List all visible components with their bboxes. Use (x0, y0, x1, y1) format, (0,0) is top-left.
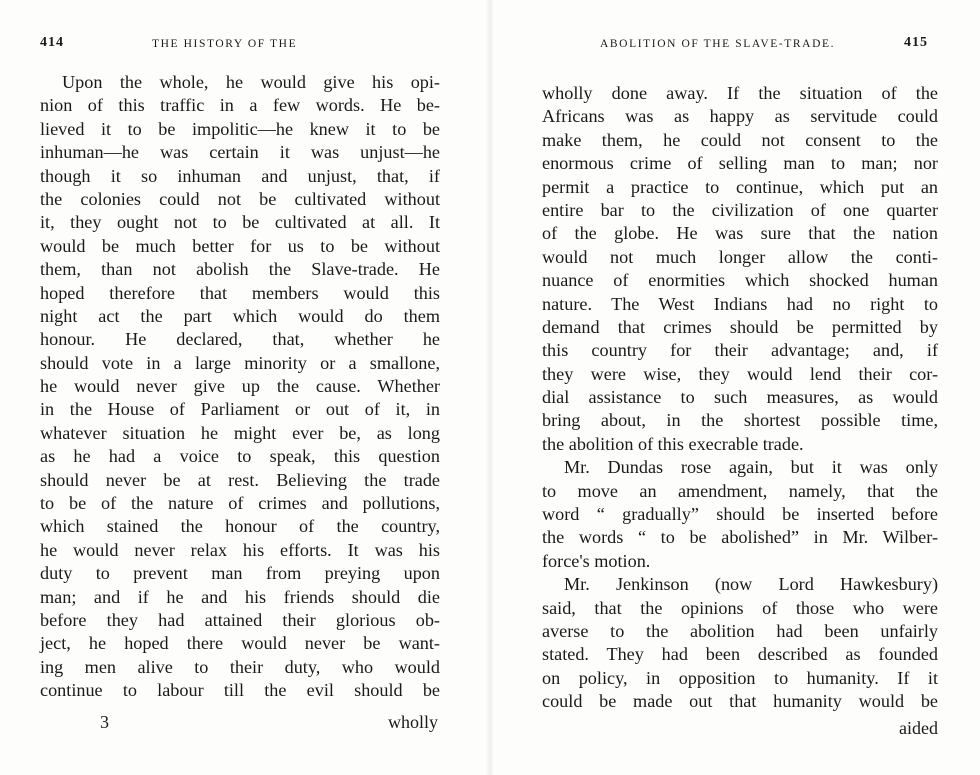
text-line: Upon the whole, he would give his opi- (62, 72, 440, 92)
text-line: force's motion. (542, 550, 651, 571)
text-line: Africans was as happy as servitude could (542, 106, 938, 127)
text-line: Mr. Dundas rose again, but it was only (564, 457, 938, 478)
text-line: which stained the honour of the country, (40, 516, 440, 537)
text-line: would be much better for us to be without (40, 235, 440, 256)
text-line: word “ gradually” should be inserted before (542, 504, 938, 525)
right-page-text (542, 82, 938, 714)
text-line: as he had a voice to speak, this question (40, 446, 440, 467)
text-line: ject, he hoped there would never be want- (40, 633, 440, 654)
running-head-left: THE HISTORY OF THE (152, 38, 298, 50)
text-line: they were wise, they would lend their cor- (542, 363, 938, 384)
catchword-left: wholly (387, 712, 438, 732)
signature-mark: 3 (100, 712, 109, 732)
text-line: to move an amendment, namely, that the (542, 480, 938, 501)
text-line: before they had attained their glorious ob- (40, 609, 440, 630)
running-head-right: ABOLITION OF THE SLAVE-TRADE. (600, 38, 836, 50)
text-line: on policy, in opposition to humanity. If it (542, 667, 938, 688)
text-line: whatever situation he might ever be, as long (40, 422, 440, 443)
left-page-text (40, 71, 440, 703)
text-line: to be of the nature of crimes and pollutions, (40, 493, 440, 514)
text-line: nature. The West Indians had no right to (542, 293, 938, 314)
text-line: hoped therefore that members would this (40, 282, 440, 303)
catchword-right: aided (899, 718, 938, 738)
text-line: nuance of enormities which shocked human (542, 270, 938, 291)
text-line: nion of this traffic in a few words. He be- (40, 95, 440, 116)
text-line: the abolition of this execrable trade. (542, 433, 804, 454)
text-line: could be made out that humanity would be (542, 691, 938, 712)
text-line: duty to prevent man from preying upon (40, 563, 440, 584)
text-line: averse to the abolition had been unfairly (542, 620, 938, 641)
text-line: he would never relax his efforts. It was his (40, 539, 440, 560)
text-line: dial assistance to such measures, as would (542, 387, 938, 408)
text-line: entire bar to the civilization of one quarter (542, 199, 938, 220)
text-line: the colonies could not be cultivated without (40, 188, 440, 209)
text-line: bring about, in the shortest possible time, (542, 410, 938, 431)
text-line: should never be at rest. Believing the trade (40, 469, 440, 490)
text-line: the words “ to be abolished” in Mr. Wilber- (542, 527, 938, 548)
text-line: night act the part which would do them (40, 305, 440, 326)
text-line: permit a practice to continue, which put an (542, 176, 938, 197)
text-line: Mr. Jenkinson (now Lord Hawkesbury) (564, 574, 938, 595)
text-line: said, that the opinions of those who were (542, 597, 938, 618)
text-line: make them, he could not consent to the (542, 129, 938, 150)
text-line: he would never give up the cause. Whether (40, 376, 440, 397)
text-line: lieved it to be impolitic—he knew it to be (40, 118, 440, 139)
text-line: in the House of Parliament or out of it, in (40, 399, 440, 420)
text-line: stated. They had been described as founded (542, 644, 938, 665)
text-line: this country for their advantage; and, if (542, 340, 938, 361)
text-line: should vote in a large minority or a smallone, (40, 352, 440, 373)
text-line: would not much longer allow the conti- (542, 246, 938, 267)
text-line: of the globe. He was sure that the nation (542, 223, 938, 244)
text-line: enormous crime of selling man to man; nor (542, 153, 938, 174)
text-line: it, they ought not to be cultivated at all. It (40, 212, 440, 233)
page-number-right: 415 (904, 35, 928, 50)
text-line: them, than not abolish the Slave-trade. He (40, 259, 440, 280)
text-line: man; and if he and his friends should die (40, 586, 440, 607)
text-line: demand that crimes should be permitted by (542, 316, 938, 337)
text-line: inhuman—he was certain it was unjust—he (40, 142, 440, 163)
text-line: ing men alive to their duty, who would (40, 656, 440, 677)
text-line: honour. He declared, that, whether he (40, 329, 440, 350)
page-number-left: 414 (40, 35, 64, 50)
text-line: continue to labour till the evil should be (40, 680, 440, 701)
text-line: though it so inhuman and unjust, that, if (40, 165, 440, 186)
text-line: wholly done away. If the situation of the (542, 83, 938, 103)
